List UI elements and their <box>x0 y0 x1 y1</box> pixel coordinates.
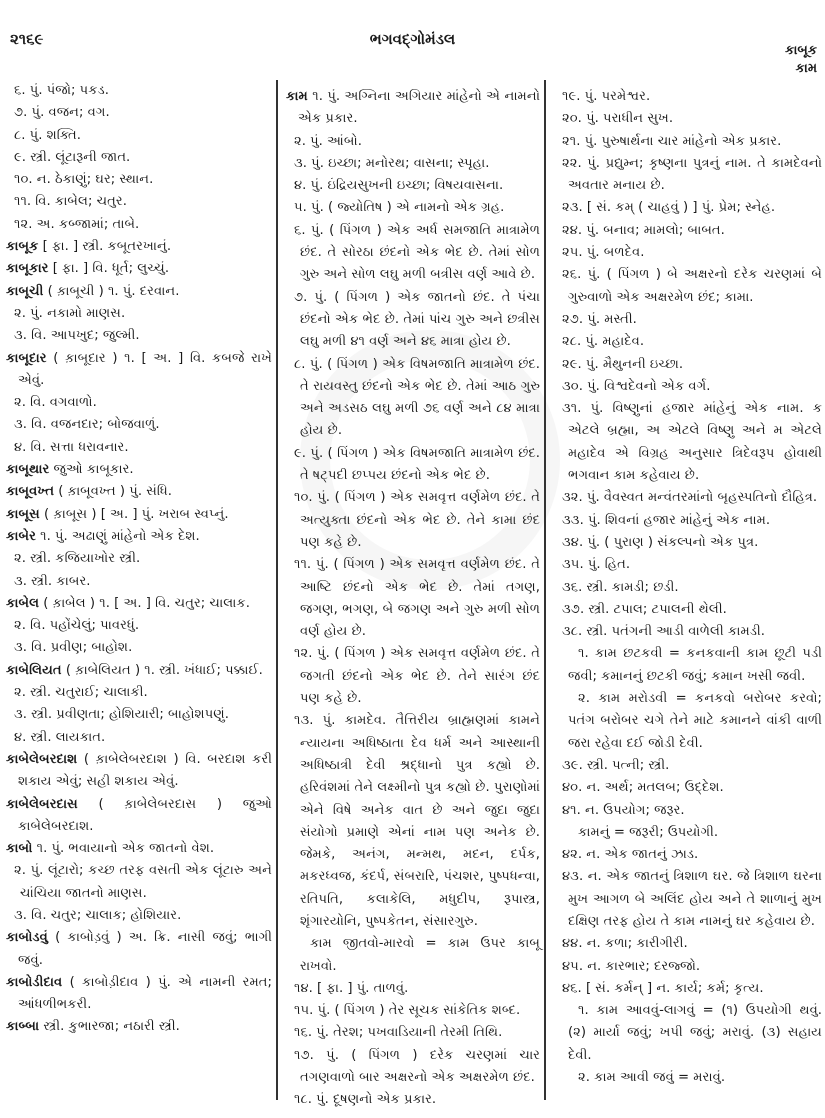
headword: કાબ્બા <box>6 1019 40 1035</box>
definition-text: ૨. પું. આંબો. <box>294 133 362 149</box>
dictionary-entry <box>6 526 272 548</box>
definition-text: ૬. પું. પંજો; પકડ. <box>14 83 109 98</box>
definition-text: ૩૯. સ્ત્રી. પત્ની; સ્ત્રી. <box>562 757 670 773</box>
sense-line <box>286 131 540 153</box>
definition-text: ૨૬. પું. ( પિંગળ ) બે અક્ષરનો દરેક ચરણમાં બે ગુરુવાળો એક અક્ષરમેળ છંદ; કામા. <box>562 267 822 305</box>
dictionary-entry <box>6 794 272 839</box>
definition-text: ૮. પું. શક્તિ. <box>14 127 81 143</box>
definition-text: ( ક઼ાબૂસ ) [ અ. ] પું. ખરાબ સ્વપ્નું. <box>39 506 229 522</box>
sense-line <box>554 956 822 978</box>
definition-text: ૫. પું. ( જ્યોતિષ ) એ નામનો એક ગ્રહ. <box>294 200 505 216</box>
dictionary-entry <box>6 593 272 615</box>
definition-text: ૧૦. પું. ( પિંગળ ) એક સમવૃત્ત વર્ણમેળ છંદ. તે અત્યુક્તા છંદનો એક ભેદ છે. તેને કામા છંદ પણ કહે છે. <box>294 490 540 550</box>
headword: કાબેલેબરદાસ <box>6 796 78 812</box>
sense-line <box>554 777 822 799</box>
definition-text: જુઓ કાબૂકાર. <box>49 462 134 478</box>
definition-text: ૩. વિ. વજનદાર; બોજવાળું. <box>14 417 160 433</box>
headword: કાબેલ <box>6 595 40 611</box>
definition-text: ૩૪. પું. ( પુરાણ ) સંકલ્પનો એક પુત્ર. <box>562 534 759 550</box>
sense-line <box>6 615 272 637</box>
definition-text: ૩૫. પું. હિત. <box>562 557 631 573</box>
sense-line <box>286 710 540 933</box>
sense-line <box>554 398 822 487</box>
definition-text: ૩૬. સ્ત્રી. કામડી; છડી. <box>562 579 679 595</box>
definition-text: ૩. વિ. આપખુદ; જુલ્મી. <box>14 328 140 344</box>
guide-word-first: કાબૂક <box>785 43 817 58</box>
definition-text: કામ જીતવો-મારવો = કામ ઉપર કાબૂ રાખવો. <box>300 936 540 974</box>
column-left <box>6 80 272 1100</box>
dictionary-entry <box>286 86 540 131</box>
definition-text: ( ક઼ાબેલ ) ૧. [ અ. ] વિ. ચતુર; ચાલાક. <box>39 595 250 611</box>
sense-line <box>6 414 272 436</box>
sense-line <box>554 197 822 219</box>
definition-text: ( ક઼ાબૂદાર ) ૧. [ અ. ] વિ. કબજે રાખે એવું. <box>18 350 272 388</box>
headword: કાબોડીદાવ <box>6 974 63 990</box>
sense-line <box>554 577 822 599</box>
headword: કાબેલેબરદાશ <box>6 751 78 767</box>
definition-text: ૧૭. પું. ( પિંગળ ) દરેક ચરણમાં ચાર તગણવાળો બાર અક્ષરનો એક અક્ષરમેળ છંદ. <box>294 1047 540 1086</box>
definition-text: ૧૦. ન. ઠેકાણું; ઘર; સ્થાન. <box>14 172 154 188</box>
dictionary-entry <box>6 1016 272 1038</box>
definition-text: ( કાબોડ઼ીદાવ ) પું. એ નામની રમત; આંધળીભકરી. <box>18 974 272 1013</box>
definition-text: ૨. પું. લૂંટારો; કચ્છ તરફ વસતી એક લૂંટારુ અને ચાંચિયા જાતનો માણસ. <box>14 863 272 901</box>
definition-text: ૪. પું. ઇંદ્રિયસુખની ઇચ્છા; વિષયવાસના. <box>294 178 504 194</box>
sense-line <box>554 153 822 198</box>
page-title: ભગવદ્ગોમંડલ <box>369 30 456 48</box>
sense-line <box>554 487 822 509</box>
definition-text: ૪૫. ન. કારભાર; દરજ્જો. <box>562 958 701 974</box>
headword: કાબૂસ <box>6 506 40 522</box>
definition-text: ૨. કામ મરોડવી = કનકવો બરોબર કરવો; પતંગ બરોબર ચગે તેને માટે કમાનને વાંકી વાળી જરા રહેવા દઈ જોડી દેવી. <box>568 691 822 751</box>
definition-text: ૨૪. પું. બનાવ; મામલો; બાબત. <box>562 222 725 238</box>
definition-text: ૧. પું. ભવાયાનો એક જાતનો વેશ. <box>32 841 215 857</box>
definition-text: ૩૧. પું. વિષ્ણુનાં હજાર માંહેનું એક નામ. ક એટલે બ્રહ્મા, અ એટલે વિષ્ણુ અને મ એટલે મહાદેવ એ વિગ્રહ અનુસાર ત્રિદેવરૂપ હોવાથી ભગવાન કામ કહેવાય છે. <box>562 401 822 484</box>
definition-text: ૩૮. સ્ત્રી. પતંગની આડી વાળેલી કામડી. <box>562 624 765 640</box>
definition-text: ૨. વિ. પહોંચેલું; પાવરધું. <box>14 618 140 634</box>
definition-text: ૧૮. પું. દૂષણનો એક પ્રકાર. <box>294 1092 437 1108</box>
definition-text: ૨. સ્ત્રી. કજિયાખોર સ્ત્રી. <box>14 551 141 567</box>
definition-text: ૯. સ્ત્રી. લૂંટારૂની જાત. <box>14 149 131 165</box>
sense-line <box>286 287 540 354</box>
idiom-line <box>286 933 540 978</box>
definition-text: ૩૨. પું. વૈવસ્વત મન્વંતરમાંનો બૃહસ્પતિનો દૌહિત્ર. <box>562 490 818 506</box>
definition-text: ૯. પું. ( પિંગળ ) એક વિષમજાતિ માત્રામેળ છંદ. તે ષટ્પદી છપ્પય છંદનો એક ભેદ છે. <box>294 445 540 484</box>
sense-line <box>6 191 272 213</box>
idiom-line <box>554 688 822 755</box>
sense-line <box>554 554 822 576</box>
dictionary-entry <box>6 504 272 526</box>
sense-line <box>554 131 822 153</box>
definition-text: ૨. સ્ત્રી. ચતુરાઈ; ચાલાકી. <box>14 685 148 701</box>
dictionary-entry <box>6 281 272 303</box>
sense-line <box>554 309 822 331</box>
sense-line <box>286 487 540 554</box>
sense-line <box>554 108 822 130</box>
definition-text: ૪૨. ન. એક જાતનું ઝાડ. <box>562 847 699 863</box>
sense-line <box>286 1000 540 1022</box>
sense-line <box>6 392 272 414</box>
definition-text: ૧. કામ આવવું-લાગવું = (૧) ઉપયોગી થવું. (૨) માર્યા જવું; ખપી જવું; મરાવું. (૩) સહાય દેવી. <box>568 1003 822 1063</box>
sense-line <box>6 905 272 927</box>
definition-text: ૧૪. [ ફા. ] પું. તાળવું. <box>294 980 409 996</box>
definition-text: ૩. વિ. ચતુર; ચાલાક; હોશિયાર. <box>14 907 182 923</box>
dictionary-entry <box>6 660 272 682</box>
sense-line <box>554 242 822 264</box>
definition-text: ૪. સ્ત્રી. લાયકાત. <box>14 729 106 745</box>
idiom-line <box>554 643 822 688</box>
sense-line <box>6 682 272 704</box>
definition-text: કામનું = જરૂરી; ઉપયોગી. <box>578 824 719 840</box>
definition-text: ૨૯. પું. મૈથુનની ઇચ્છા. <box>562 356 684 372</box>
definition-text: સ્ત્રી. કુભારજા; નઠારી સ્ત્રી. <box>39 1019 180 1035</box>
idiom-line <box>554 1000 822 1067</box>
definition-text: ૨૧. પું. પુરુષાર્થના ચાર માંહેનો એક પ્રકાર. <box>562 133 782 149</box>
definition-text: ( ક઼ાબેલેબરદાશ ) વિ. બરદાશ કરી શકાય એવું; સહી શકાય એવું. <box>18 751 272 790</box>
guide-word-last: કામ <box>795 61 817 76</box>
definition-text: ૧૨. પું. ( પિંગળ ) એક સમવૃત્ત વર્ણમેળ છંદ. તે જગતી છંદનો એક ભેદ છે. તેને સારંગ છંદ પણ કહે છે. <box>294 646 540 707</box>
headword: કાબો <box>6 841 33 857</box>
definition-text: ( ક઼ાબૂવખ્ત ) પું. સંધિ. <box>54 484 172 500</box>
sense-line <box>286 554 540 643</box>
sense-line <box>286 220 540 287</box>
definition-text: ૩૩. પું. શિવનાં હજાર માંહેનું એક નામ. <box>562 512 771 528</box>
definition-text: ( ક઼ાબૂચી ) ૧. પું. દરવાન. <box>43 283 180 299</box>
definition-text: ૨૩. [ સં. કમ્ ( ચાહવું ) ] પું. પ્રેમ; સ્નેહ. <box>562 200 776 216</box>
sense-line <box>6 325 272 347</box>
dictionary-entry <box>6 459 272 481</box>
definition-text: ૪૩. ન. એક જાતનું ત્રિશાળ ઘર. જે ત્રિશાળ ઘરના મુખ આગળ બે અલિંદ હોય અને તે શાળાનું મુખ દક્ષિણ તરફ હોય તે કામ નામનું ઘર કહેવાય છે. <box>562 869 822 929</box>
sense-line <box>286 1089 540 1111</box>
definition-text: ૧૬. પું. તેરશ; પખવાડિયાની તેરમી તિથિ. <box>294 1025 503 1041</box>
sense-line <box>286 643 540 710</box>
definition-text: ૩. પું. ઇચ્છા; મનોરથ; વાસના; સ્પૃહા. <box>294 155 490 171</box>
definition-text: ૨. કામ આવી જવું = મરાવું. <box>578 1070 726 1086</box>
definition-text: ( ક઼ાબેલિયત ) ૧. સ્ત્રી. ખંધાઈ; પક્કાઈ. <box>61 662 263 678</box>
dictionary-entry <box>6 258 272 280</box>
sense-line <box>6 437 272 459</box>
sense-line <box>286 354 540 443</box>
headword: કાબેર <box>6 528 36 544</box>
dictionary-entry <box>6 972 272 1017</box>
definition-text: ૨. વિ. વગવાળો. <box>14 395 97 411</box>
sense-line <box>6 860 272 905</box>
sense-line <box>6 147 272 169</box>
definition-text: [ ફા. ] વિ. ધૂર્ત; લુચ્ચું. <box>48 261 170 277</box>
definition-text: ૧. કામ છટકવી = કનકવાની કામ છૂટી પડી જવી; કમાનનું છટકી જવું; કમાન ખસી જવી. <box>568 646 822 684</box>
page-number: ૨૧૬૯ <box>10 30 44 48</box>
definition-text: ૪૦. ન. અર્થ; મતલબ; ઉદ્દેશ. <box>562 780 724 796</box>
headword: કાબેલિયત <box>6 662 62 678</box>
sense-line <box>554 866 822 933</box>
definition-text: ૧૯. પું. પરમેશ્વર. <box>562 89 651 104</box>
definition-text: ૧૧. પું. ( પિંગળ ) એક સમવૃત્ત વર્ણમેળ છંદ. તે આષ્ટિ છંદનો એક ભેદ છે. તેમાં તગણ, જગણ, ભગણ, બે જગણ અને ગુરુ મળી સોળ વર્ણ હોય છે. <box>294 557 540 640</box>
column-right <box>554 80 822 1100</box>
idiom-line <box>554 1067 822 1089</box>
idiom-line <box>554 822 822 844</box>
definition-text: ૨. પું. નકામો માણસ. <box>14 305 126 321</box>
sense-line <box>554 510 822 532</box>
definition-text: ૩. સ્ત્રી. પ્રવીણતા; હોશિયારી; બાહોશપણું. <box>14 707 229 723</box>
sense-line <box>6 727 272 749</box>
sense-line <box>554 844 822 866</box>
sense-line <box>554 354 822 376</box>
definition-text: ૪૪. ન. કળા; કારીગીરી. <box>562 936 688 952</box>
definition-text: ૩. વિ. પ્રવીણ; બાહોશ. <box>14 640 133 656</box>
headword: કાબૂવખ્ત <box>6 484 55 500</box>
column-middle <box>276 80 546 1108</box>
sense-line <box>286 175 540 197</box>
headword: કાબૂદાર <box>6 350 47 366</box>
sense-line <box>554 331 822 353</box>
dictionary-entry <box>6 481 272 503</box>
definition-text: ૮. પું. ( પિંગળ ) એક વિષમજાતિ માત્રામેળ છંદ. તે રાયવસ્તુ છંદનો એક ભેદ છે. તેમાં આઠ ગુરુ અને અડસઠ લઘુ મળી ૭૬ વર્ણ અને ૮૪ માત્રા હોય છે. <box>294 356 540 439</box>
headword: કામ <box>286 89 308 104</box>
definition-text: ૧૫. પું. ( પિંગળ ) તેર સૂચક સાંકેતિક શબ્દ. <box>294 1003 521 1019</box>
dictionary-entry <box>6 749 272 794</box>
sense-line <box>6 80 272 102</box>
dictionary-entry <box>6 838 272 860</box>
definition-text: ૭. પું. વજન; વગ. <box>14 105 110 121</box>
sense-line <box>6 303 272 325</box>
sense-line <box>286 443 540 488</box>
definition-text: [ ફા. ] સ્ત્રી. કબૂતરખાનું. <box>38 239 172 255</box>
definition-text: ૧૧. વિ. કાબેલ; ચતુર. <box>14 194 127 210</box>
definition-text: ૨૨. પું. પ્રદ્યુમ્ન; કૃષ્ણના પુત્રનું નામ. તે કામદેવનો અવતાર મનાય છે. <box>562 155 822 194</box>
sense-line <box>554 532 822 554</box>
sense-line <box>6 548 272 570</box>
sense-line <box>554 599 822 621</box>
sense-line <box>554 755 822 777</box>
sense-line <box>554 800 822 822</box>
dictionary-entry <box>6 927 272 972</box>
sense-line <box>554 376 822 398</box>
headword: કાબૂક <box>6 239 39 255</box>
definition-text: ૪૬. [ સં. કર્મન્ ] ન. કાર્ય; કર્મ; કૃત્ય. <box>562 980 764 996</box>
sense-line <box>554 220 822 242</box>
sense-line <box>554 86 822 108</box>
sense-line <box>554 978 822 1000</box>
guide-words <box>785 42 817 78</box>
definition-text: ૪. વિ. સત્તા ધરાવનાર. <box>14 439 129 455</box>
sense-line <box>6 102 272 124</box>
definition-text: ૨૫. પું. બળદેવ. <box>562 245 645 261</box>
definition-text: ૨૭. પું. મસ્તી. <box>562 311 637 327</box>
sense-line <box>286 1045 540 1090</box>
definition-text: ૪૧. ન. ઉપયોગ; જરૂર. <box>562 802 685 818</box>
definition-text: ૭. પું. ( પિંગળ ) એક જાતનો છંદ. તે પંચા છંદનો એક ભેદ છે. તેમાં પાંચ ગુરુ અને છત્રીસ લઘુ મળી ૪૧ વર્ણ અને ૪૬ માત્રા હોય છે. <box>294 289 540 350</box>
sense-line <box>286 197 540 219</box>
sense-line <box>6 704 272 726</box>
definition-text: ૬. પું. ( પિંગળ ) એક અર્ધ સમજાતિ માત્રામેળ છંદ. તે સોરઠા છંદનો એક ભેદ છે. તેમાં સોળ ગુરુ અને સોળ લઘુ મળી બત્રીસ વર્ણ આવે છે. <box>294 222 540 283</box>
definition-text: ૩૦. પું. વિશ્વદેવનો એક વર્ગ. <box>562 378 711 394</box>
definition-text: ૨૮. પું. મહાદેવ. <box>562 334 645 350</box>
headword: કાબોડવું <box>6 930 48 946</box>
dictionary-entry <box>6 236 272 258</box>
sense-line <box>6 214 272 236</box>
definition-text: ( ક઼ાબેલેબરદાસ ) જુઓ કાબેલેબરદાશ. <box>18 796 272 834</box>
sense-line <box>6 169 272 191</box>
dictionary-entry <box>6 348 272 393</box>
headword: કાબૂકાર <box>6 261 49 277</box>
definition-text: ૧. પું. અગ્નિના અગિયાર માંહેનો એ નામનો એક પ્રકાર. <box>298 89 540 127</box>
sense-line <box>286 978 540 1000</box>
headword: કાબૂચી <box>6 283 44 299</box>
sense-line <box>286 1022 540 1044</box>
headword: કાબૂથાર <box>6 462 50 478</box>
definition-text: ૧. પું. અઢાણું માંહેનો એક દેશ. <box>35 528 200 544</box>
definition-text: ૧૨. અ. કબ્જામાં; તાબે. <box>14 216 140 232</box>
definition-text: ૨૦. પું. પરાધીન સુખ. <box>562 111 674 127</box>
sense-line <box>6 571 272 593</box>
sense-line <box>6 125 272 147</box>
sense-line <box>286 153 540 175</box>
sense-line <box>554 621 822 643</box>
definition-text: ૩. સ્ત્રી. કાબર. <box>14 573 91 589</box>
definition-text: ૧૩. પું. કામદેવ. તૈત્તિરીય બ્રાહ્મણમાં કામને ન્યાયના અધિષ્ઠાતા દેવ ધર્મ અને આસ્થાની અધિષ્ઠાત્રી દેવી શ્રદ્ધાનો પુત્ર કહ્યો છે. હરિવંશમાં તેને લક્ષ્મીનો પુત્ર કહ્યો છે. પુરાણોમાં એને વિષે અનેક વાત છે અને જુદા જુદા સંયોગો પ્રમાણે એનાં નામ પણ અનેક છે. જેમકે, અનંગ, મન્મથ, મદન, દર્પક, મકરધ્વજ, કંદર્પ, સંબરારિ, પંચશર, પુષ્પધન્વા, રતિપતિ, કલાકેલિ, મધુદીપ, રૂપાસ્ત્ર, શૃંગારયોનિ, પુષ્પકેતન, સંસારગુરુ. <box>294 713 540 929</box>
definition-text: ૩૭. સ્ત્રી. ટપાલ; ટપાલની થેલી. <box>562 601 727 617</box>
definition-text: ( કાબોડ઼વું ) અ. ક્રિ. નાસી જવું; ભાગી જવું. <box>18 930 272 968</box>
sense-line <box>554 933 822 955</box>
sense-line <box>6 637 272 659</box>
sense-line <box>554 264 822 309</box>
